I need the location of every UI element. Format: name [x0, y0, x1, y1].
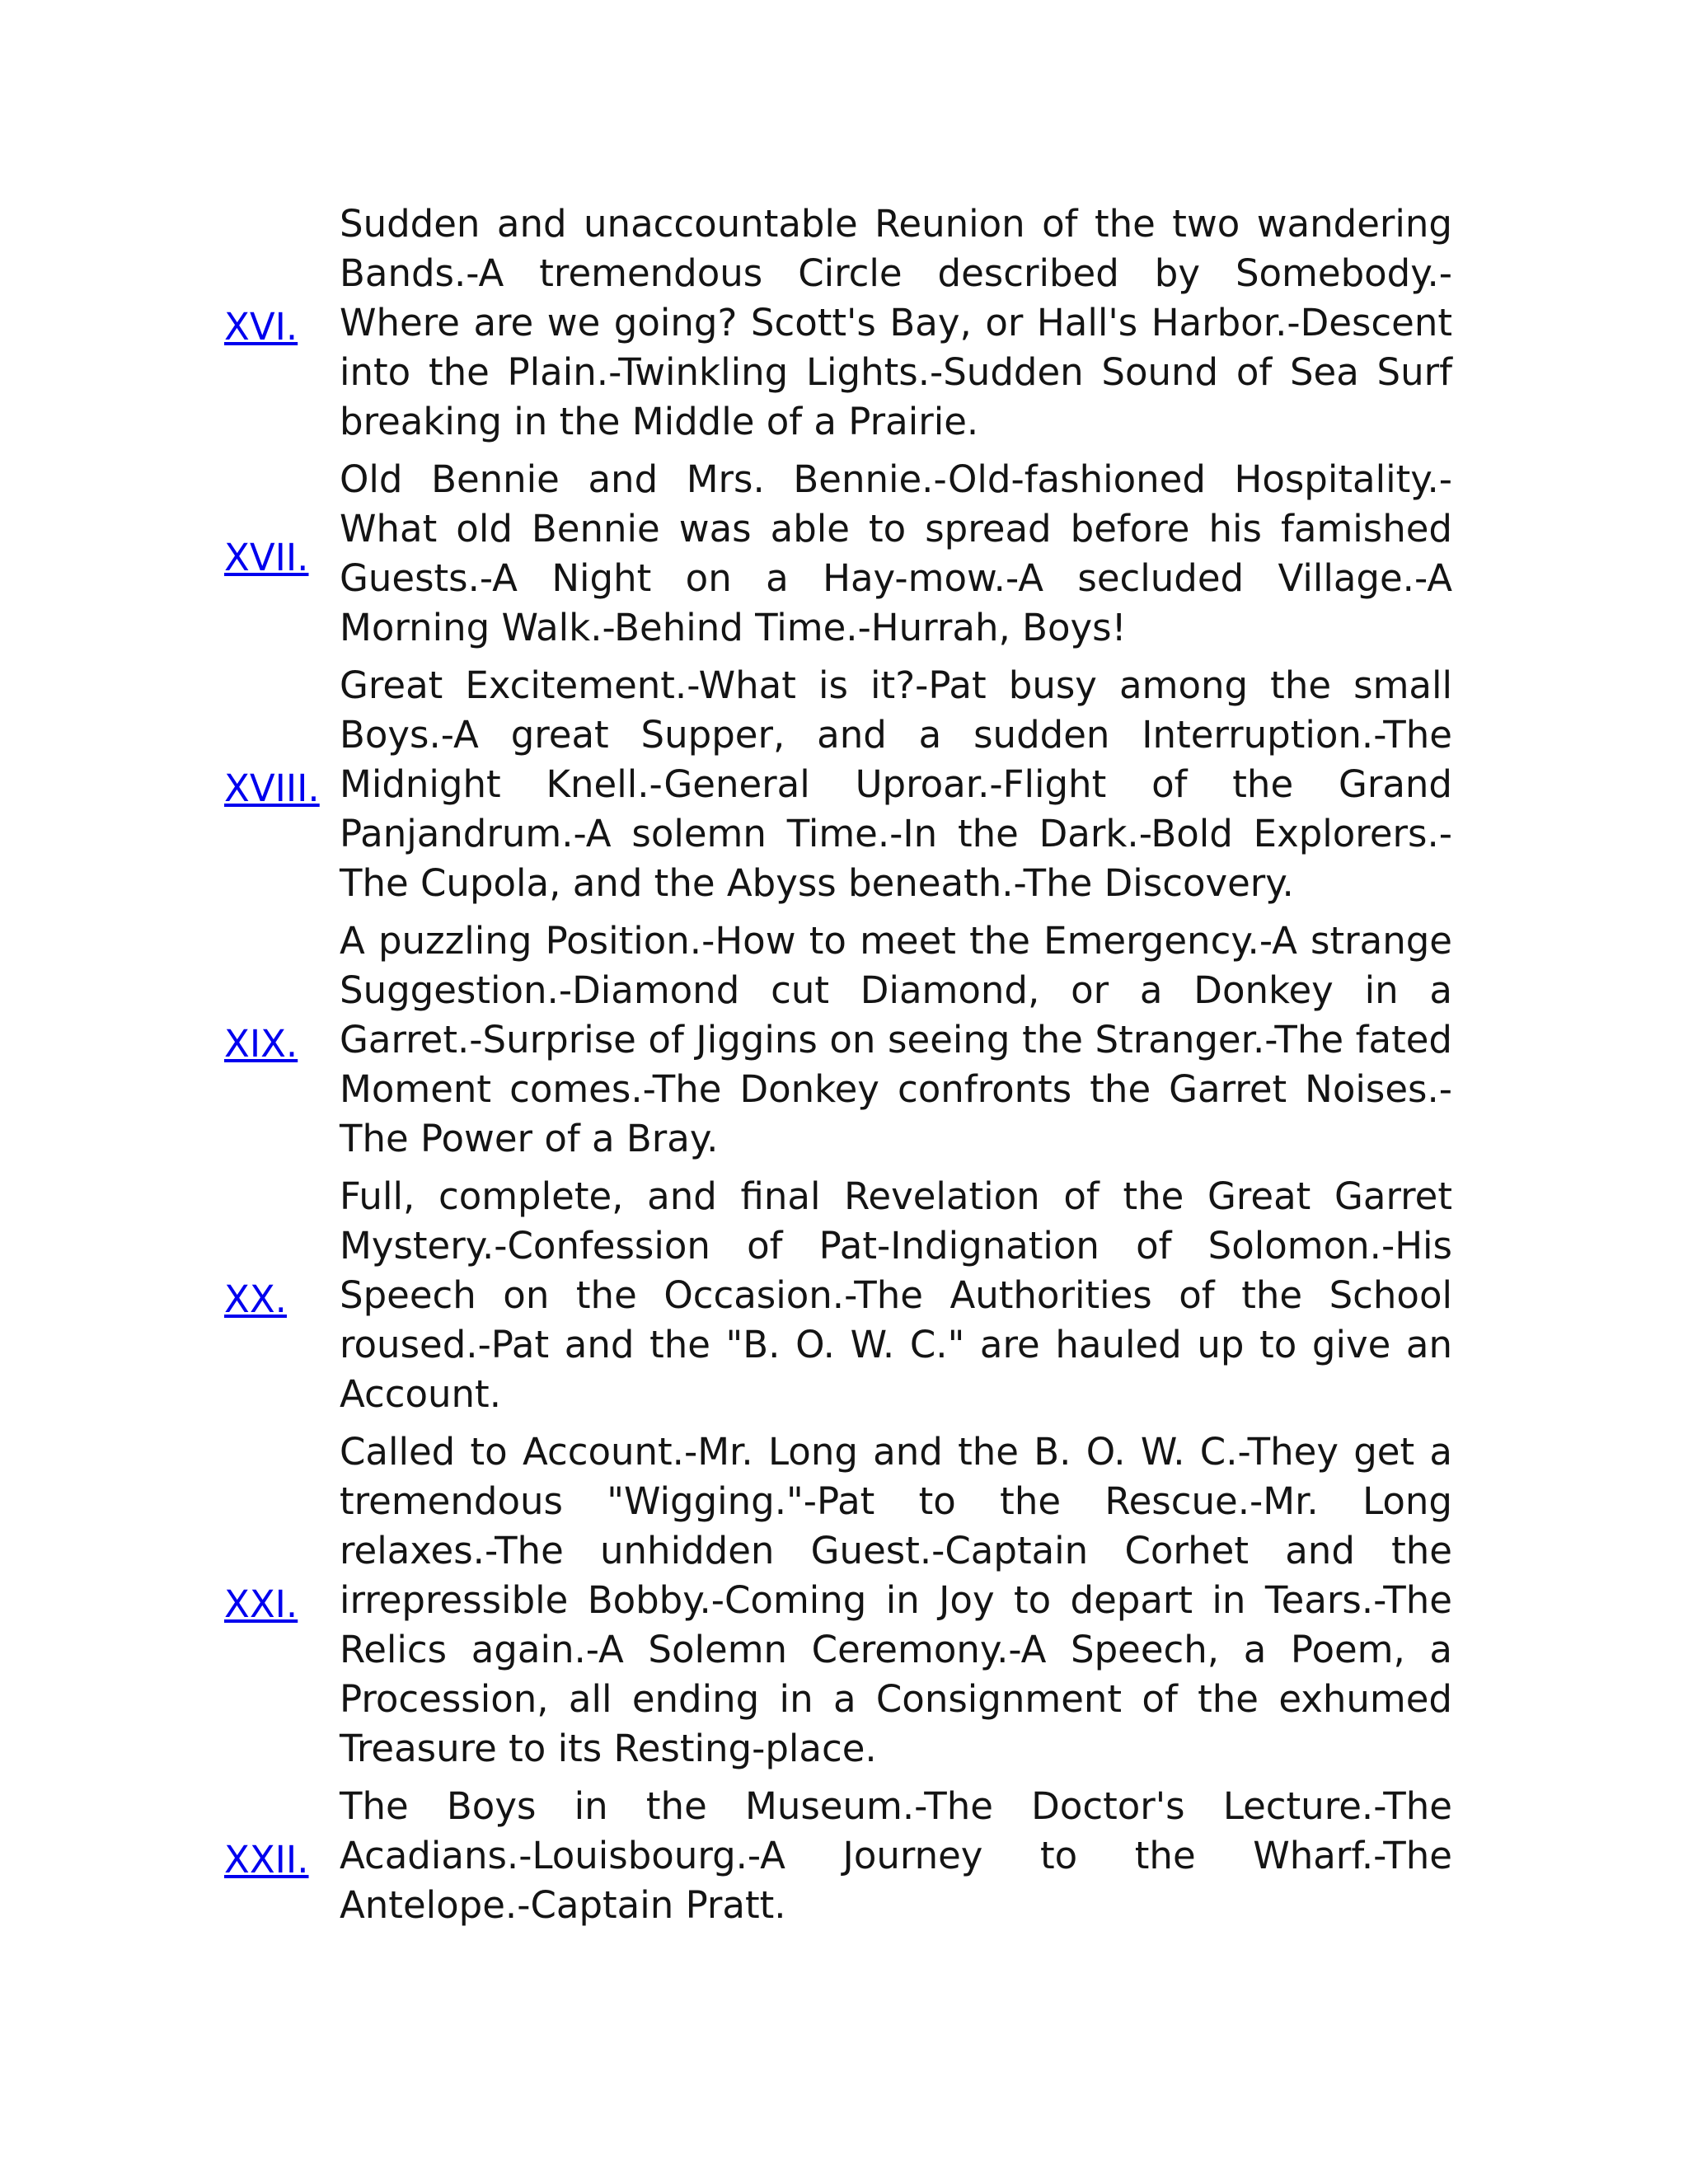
toc-row	[224, 1427, 1452, 1782]
toc-row	[224, 1782, 1452, 1938]
toc-row	[224, 1172, 1452, 1427]
table-of-contents	[224, 199, 1452, 1938]
chapter-number-cell	[224, 455, 340, 661]
chapter-link-xviii[interactable]: XVIII.	[224, 766, 320, 810]
chapter-number-cell	[224, 661, 340, 916]
toc-row	[224, 916, 1452, 1172]
chapter-number-cell	[224, 1427, 340, 1782]
chapter-number-cell	[224, 916, 340, 1172]
toc-row	[224, 661, 1452, 916]
chapter-link-xvii[interactable]: XVII.	[224, 536, 309, 579]
chapter-number-cell	[224, 1172, 340, 1427]
chapter-summary: The Boys in the Museum.-The Doctor's Lecture.-The Acadians.-Louisbourg.-A Journey to the Wharf.-The Antelope.-Captain Pratt.	[340, 1784, 1452, 1927]
chapter-summary: Full, complete, and final Revelation of the Great Garret Mystery.-Confession of Pat-Indignation of Solomon.-His Speech on the Occasion.-The Authorities of the School roused.-Pat and the "B. O. W. C." are hauled up to give an Account.	[340, 1174, 1452, 1416]
chapter-summary: A puzzling Position.-How to meet the Emergency.-A strange Suggestion.-Diamond cut Diamond, or a Donkey in a Garret.-Surprise of Jiggins on seeing the Stranger.-The fated Moment comes.-The Donkey confronts the Garret Noises.-The Power of a Bray.	[340, 919, 1452, 1160]
toc-row	[224, 455, 1452, 661]
chapter-summary: Sudden and unaccountable Reunion of the two wandering Bands.-A tremendous Circle described by Somebody.-Where are we going? Scott's Bay, or Hall's Harbor.-Descent into the Plain.-Twinkling Lights.-Sudden Sound of Sea Surf breaking in the Middle of a Prairie.	[340, 202, 1452, 443]
chapter-number-cell	[224, 1782, 340, 1938]
chapter-link-xx[interactable]: XX.	[224, 1277, 287, 1321]
chapter-summary: Great Excitement.-What is it?-Pat busy among the small Boys.-A great Supper, and a sudden Interruption.-The Midnight Knell.-General Uproar.-Flight of the Grand Panjandrum.-A solemn Time.-In the Dark.-Bold Explorers.-The Cupola, and the Abyss beneath.-The Discovery.	[340, 663, 1452, 905]
chapter-link-xxi[interactable]: XXI.	[224, 1582, 298, 1626]
chapter-number-cell	[224, 199, 340, 455]
toc-row	[224, 199, 1452, 455]
chapter-link-xix[interactable]: XIX.	[224, 1022, 298, 1066]
chapter-summary: Called to Account.-Mr. Long and the B. O. W. C.-They get a tremendous "Wigging."-Pat to the Rescue.-Mr. Long relaxes.-The unhidden Guest.-Captain Corhet and the irrepressible Bobby.-Coming in Joy to depart in Tears.-The Relics again.-A Solemn Ceremony.-A Speech, a Poem, a Procession, all ending in a Consignment of the exhumed Treasure to its Resting-place.	[340, 1430, 1452, 1770]
chapter-summary: Old Bennie and Mrs. Bennie.-Old-fashioned Hospitality.-What old Bennie was able to spread before his famished Guests.-A Night on a Hay-mow.-A secluded Village.-A Morning Walk.-Behind Time.-Hurrah, Boys!	[340, 457, 1452, 649]
chapter-link-xvi[interactable]: XVI.	[224, 305, 298, 349]
chapter-link-xxii[interactable]: XXII.	[224, 1838, 309, 1882]
